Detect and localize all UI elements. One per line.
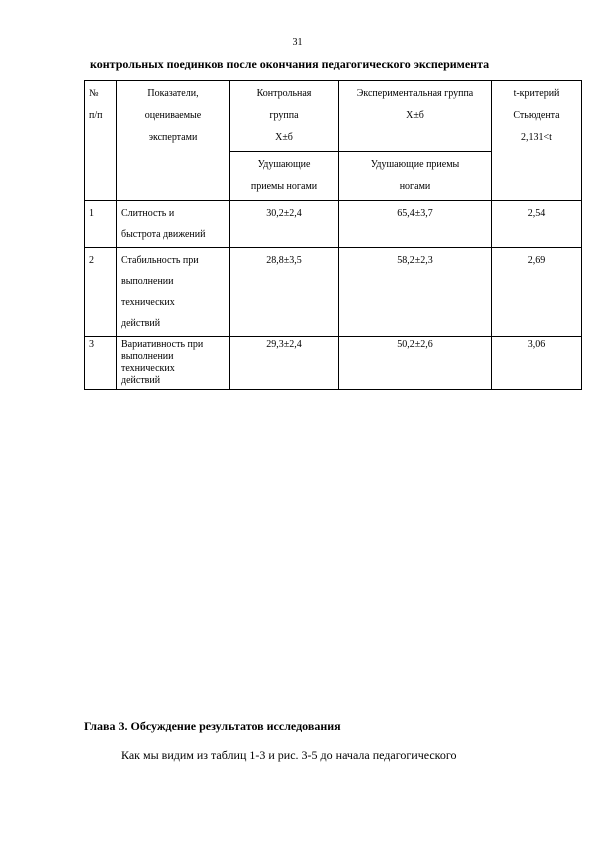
row-num: 2 [85,248,117,337]
row-t-value: 2,69 [492,248,582,337]
subheader-control-line: Удушающие [257,159,311,170]
header-indicator-line: экспертами [148,132,198,143]
row-experimental-value: 65,4±3,7 [339,201,492,248]
row-indicator-line: Вариативность при [121,339,204,350]
table-caption: контрольных поединков после окончания педагогического эксперимента [90,57,490,71]
subheader-experimental [339,152,492,201]
row-indicator [117,337,230,390]
header-ttest [492,81,582,201]
header-ttest-line: t-критерий [513,88,560,99]
header-experimental-line: Х±б [406,110,424,121]
header-ttest-line: 2,131<t [521,132,552,143]
row-indicator-line: выполнении [121,351,174,362]
header-num [85,81,117,201]
row-indicator-line: быстрота движений [121,229,206,240]
row-t-value: 3,06 [492,337,582,390]
body-paragraph: Как мы видим из таблиц 1-3 и рис. 3-5 до начала педагогического [121,748,457,762]
header-indicator [117,81,230,201]
table-row [85,201,582,248]
row-control-value: 28,8±3,5 [230,248,339,337]
row-indicator-line: Слитность и [121,208,175,219]
header-control-line: Контрольная [256,88,312,99]
row-indicator [117,201,230,248]
subheader-experimental-line: ногами [399,181,431,192]
header-control-group [230,81,339,152]
header-indicator-line: Показатели, [147,88,199,99]
row-num: 1 [85,201,117,248]
chapter-title: Глава 3. Обсуждение результатов исследования [84,719,341,733]
header-ttest-line: Стьюдента [513,110,560,121]
header-experimental-line: Экспериментальная группа [356,88,474,99]
header-control-line: группа [269,110,299,121]
subheader-control [230,152,339,201]
table-row [85,337,582,390]
row-indicator-line: действий [121,318,161,329]
row-indicator-line: технических [121,363,175,374]
row-t-value: 2,54 [492,201,582,248]
header-num-line: № [89,88,99,99]
subheader-experimental-line: Удушающие приемы [370,159,460,170]
row-experimental-value: 50,2±2,6 [339,337,492,390]
subheader-control-line: приемы ногами [250,181,318,192]
row-indicator-line: технических [121,297,175,308]
row-indicator-line: выполнении [121,276,174,287]
row-indicator-line: Стабильность при [121,255,199,266]
results-table [84,80,582,390]
table-row [85,248,582,337]
row-control-value: 30,2±2,4 [230,201,339,248]
header-experimental-group [339,81,492,152]
row-num: 3 [85,337,117,390]
header-control-line: Х±б [275,132,293,143]
row-indicator [117,248,230,337]
row-indicator-line: действий [121,375,161,386]
row-experimental-value: 58,2±2,3 [339,248,492,337]
header-num-line: п/п [89,110,103,121]
header-indicator-line: оцениваемые [144,110,202,121]
table-header-row [85,81,582,152]
page-number: 31 [292,37,303,48]
row-control-value: 29,3±2,4 [230,337,339,390]
